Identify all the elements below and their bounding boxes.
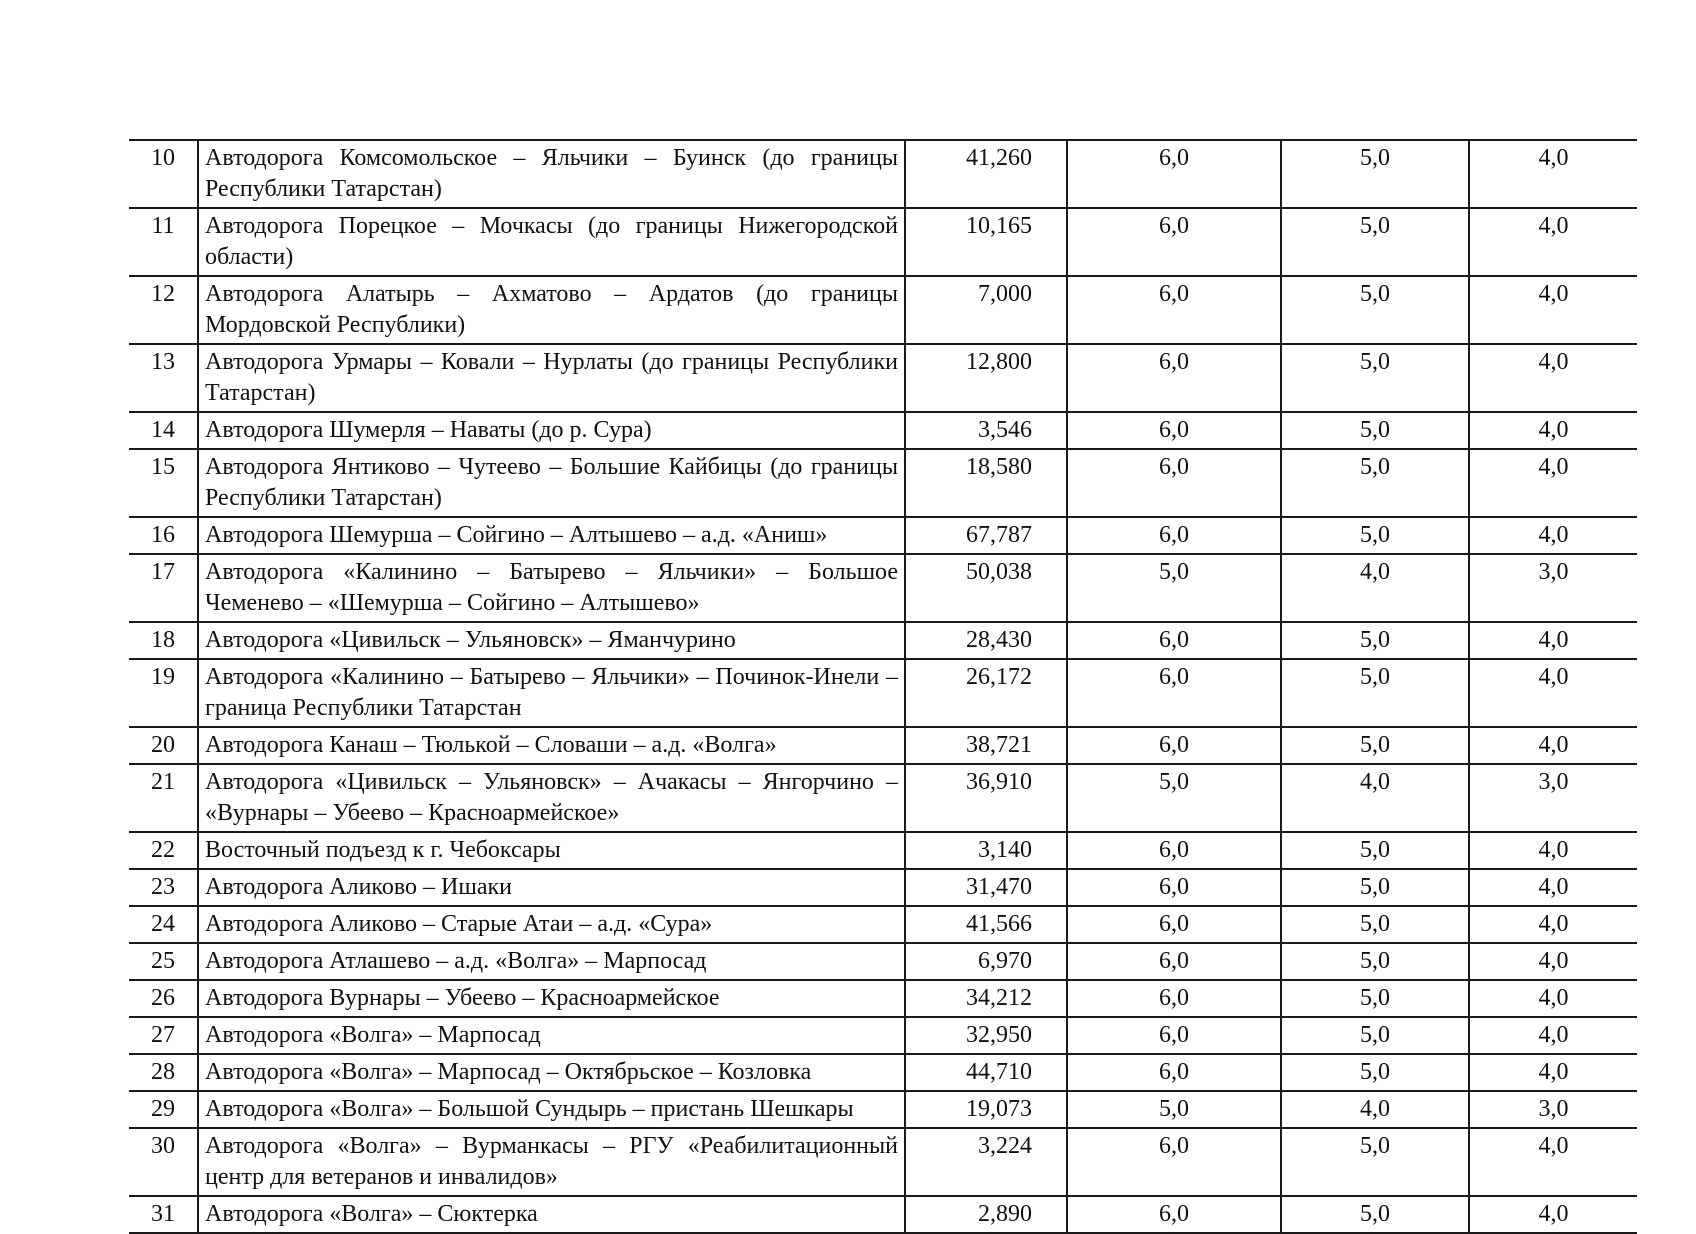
value-col-1: 6,0 [1067, 344, 1281, 412]
row-number: 19 [129, 659, 198, 727]
value-col-2: 5,0 [1281, 727, 1469, 764]
value-col-1: 6,0 [1067, 832, 1281, 869]
row-number: 10 [129, 140, 198, 208]
table-row [129, 1054, 1637, 1091]
value-col-3: 4,0 [1469, 1128, 1637, 1196]
table-row [129, 449, 1637, 517]
table-row [129, 344, 1637, 412]
row-number: 14 [129, 412, 198, 449]
road-name: Автодорога «Калинино – Батырево – Яльчики» – Починок-Инели – граница Республики Татарстан [198, 659, 905, 727]
road-name: Автодорога «Волга» – Большой Сундырь – пристань Шешкары [198, 1091, 905, 1128]
row-number: 20 [129, 727, 198, 764]
value-col-2: 4,0 [1281, 554, 1469, 622]
road-length: 3,140 [905, 832, 1067, 869]
row-number: 18 [129, 622, 198, 659]
row-number: 29 [129, 1091, 198, 1128]
value-col-3: 4,0 [1469, 276, 1637, 344]
road-length: 50,038 [905, 554, 1067, 622]
road-length: 28,430 [905, 622, 1067, 659]
value-col-1: 6,0 [1067, 1054, 1281, 1091]
value-col-3: 4,0 [1469, 208, 1637, 276]
value-col-3: 3,0 [1469, 764, 1637, 832]
road-length: 36,910 [905, 764, 1067, 832]
road-name: Автодорога Шемурша – Сойгино – Алтышево – а.д. «Аниш» [198, 517, 905, 554]
table-row [129, 554, 1637, 622]
road-name: Автодорога Аликово – Ишаки [198, 869, 905, 906]
road-length: 18,580 [905, 449, 1067, 517]
value-col-3: 4,0 [1469, 727, 1637, 764]
value-col-3: 4,0 [1469, 980, 1637, 1017]
table-row [129, 517, 1637, 554]
value-col-1: 6,0 [1067, 1128, 1281, 1196]
row-number: 13 [129, 344, 198, 412]
value-col-3: 4,0 [1469, 832, 1637, 869]
table-row [129, 1091, 1637, 1128]
table-row [129, 659, 1637, 727]
road-name: Автодорога Вурнары – Убеево – Красноармейское [198, 980, 905, 1017]
row-number: 12 [129, 276, 198, 344]
value-col-2: 5,0 [1281, 412, 1469, 449]
road-name: Автодорога Аликово – Старые Атаи – а.д. «Сура» [198, 906, 905, 943]
row-number: 30 [129, 1128, 198, 1196]
value-col-1: 6,0 [1067, 659, 1281, 727]
value-col-2: 5,0 [1281, 906, 1469, 943]
road-name: Автодорога Алатырь – Ахматово – Ардатов (до границы Мордовской Республики) [198, 276, 905, 344]
road-length: 41,566 [905, 906, 1067, 943]
road-length: 12,800 [905, 344, 1067, 412]
row-number: 21 [129, 764, 198, 832]
row-number: 31 [129, 1196, 198, 1233]
road-name: Автодорога Янтиково – Чутеево – Большие Кайбицы (до границы Республики Татарстан) [198, 449, 905, 517]
road-name: Автодорога Комсомольское – Яльчики – Буинск (до границы Республики Татарстан) [198, 140, 905, 208]
value-col-1: 5,0 [1067, 764, 1281, 832]
road-name: Автодорога Порецкое – Мочкасы (до границы Нижегородской области) [198, 208, 905, 276]
road-name: Автодорога Канаш – Тюлькой – Словаши – а.д. «Волга» [198, 727, 905, 764]
value-col-3: 4,0 [1469, 1017, 1637, 1054]
value-col-2: 5,0 [1281, 276, 1469, 344]
road-name: Автодорога «Волга» – Вурманкасы – РГУ «Реабилитационный центр для ветеранов и инвалидов» [198, 1128, 905, 1196]
value-col-1: 6,0 [1067, 980, 1281, 1017]
table-row [129, 869, 1637, 906]
table-row [129, 764, 1637, 832]
value-col-3: 3,0 [1469, 1091, 1637, 1128]
table-row [129, 943, 1637, 980]
table-row [129, 727, 1637, 764]
road-name: Автодорога «Калинино – Батырево – Яльчики» – Большое Чеменево – «Шемурша – Сойгино – Алтышево» [198, 554, 905, 622]
value-col-2: 5,0 [1281, 832, 1469, 869]
value-col-2: 5,0 [1281, 1128, 1469, 1196]
road-name: Автодорога «Волга» – Марпосад [198, 1017, 905, 1054]
value-col-3: 4,0 [1469, 449, 1637, 517]
value-col-3: 4,0 [1469, 1196, 1637, 1233]
value-col-2: 5,0 [1281, 1017, 1469, 1054]
row-number: 11 [129, 208, 198, 276]
table-row [129, 980, 1637, 1017]
road-length: 44,710 [905, 1054, 1067, 1091]
table-row [129, 1017, 1637, 1054]
value-col-2: 5,0 [1281, 869, 1469, 906]
road-length: 3,546 [905, 412, 1067, 449]
value-col-1: 6,0 [1067, 1017, 1281, 1054]
value-col-2: 5,0 [1281, 622, 1469, 659]
road-length: 19,073 [905, 1091, 1067, 1128]
value-col-1: 6,0 [1067, 906, 1281, 943]
roads-table [129, 139, 1637, 1234]
value-col-2: 5,0 [1281, 517, 1469, 554]
road-length: 6,970 [905, 943, 1067, 980]
row-number: 28 [129, 1054, 198, 1091]
road-length: 2,890 [905, 1196, 1067, 1233]
value-col-2: 5,0 [1281, 1054, 1469, 1091]
road-length: 38,721 [905, 727, 1067, 764]
value-col-1: 5,0 [1067, 554, 1281, 622]
value-col-3: 4,0 [1469, 906, 1637, 943]
roads-table-body [129, 140, 1637, 1233]
road-name: Автодорога Шумерля – Наваты (до р. Сура) [198, 412, 905, 449]
table-row [129, 412, 1637, 449]
value-col-2: 5,0 [1281, 1196, 1469, 1233]
road-name: Автодорога Атлашево – а.д. «Волга» – Марпосад [198, 943, 905, 980]
value-col-1: 6,0 [1067, 1196, 1281, 1233]
value-col-1: 6,0 [1067, 943, 1281, 980]
road-name: Автодорога «Цивильск – Ульяновск» – Ачакасы – Янгорчино – «Вурнары – Убеево – Красноармейское» [198, 764, 905, 832]
value-col-2: 5,0 [1281, 659, 1469, 727]
value-col-3: 3,0 [1469, 554, 1637, 622]
value-col-2: 5,0 [1281, 208, 1469, 276]
road-name: Автодорога «Цивильск – Ульяновск» – Яманчурино [198, 622, 905, 659]
road-length: 7,000 [905, 276, 1067, 344]
value-col-2: 4,0 [1281, 1091, 1469, 1128]
value-col-2: 5,0 [1281, 449, 1469, 517]
value-col-3: 4,0 [1469, 943, 1637, 980]
road-length: 67,787 [905, 517, 1067, 554]
value-col-1: 6,0 [1067, 869, 1281, 906]
row-number: 25 [129, 943, 198, 980]
road-name: Восточный подъезд к г. Чебоксары [198, 832, 905, 869]
value-col-1: 6,0 [1067, 140, 1281, 208]
value-col-3: 4,0 [1469, 412, 1637, 449]
row-number: 16 [129, 517, 198, 554]
value-col-1: 5,0 [1067, 1091, 1281, 1128]
value-col-1: 6,0 [1067, 412, 1281, 449]
row-number: 24 [129, 906, 198, 943]
row-number: 22 [129, 832, 198, 869]
row-number: 23 [129, 869, 198, 906]
value-col-3: 4,0 [1469, 344, 1637, 412]
road-name: Автодорога «Волга» – Сюктерка [198, 1196, 905, 1233]
road-length: 31,470 [905, 869, 1067, 906]
road-name: Автодорога Урмары – Ковали – Нурлаты (до границы Республики Татарстан) [198, 344, 905, 412]
value-col-3: 4,0 [1469, 517, 1637, 554]
value-col-3: 4,0 [1469, 869, 1637, 906]
table-row [129, 1196, 1637, 1233]
value-col-1: 6,0 [1067, 622, 1281, 659]
row-number: 27 [129, 1017, 198, 1054]
value-col-2: 4,0 [1281, 764, 1469, 832]
table-row [129, 906, 1637, 943]
row-number: 15 [129, 449, 198, 517]
table-row [129, 276, 1637, 344]
value-col-3: 4,0 [1469, 140, 1637, 208]
value-col-2: 5,0 [1281, 943, 1469, 980]
value-col-3: 4,0 [1469, 659, 1637, 727]
table-row [129, 622, 1637, 659]
row-number: 26 [129, 980, 198, 1017]
value-col-1: 6,0 [1067, 727, 1281, 764]
value-col-2: 5,0 [1281, 140, 1469, 208]
table-row [129, 140, 1637, 208]
value-col-1: 6,0 [1067, 449, 1281, 517]
table-row [129, 832, 1637, 869]
road-length: 26,172 [905, 659, 1067, 727]
value-col-1: 6,0 [1067, 208, 1281, 276]
value-col-1: 6,0 [1067, 517, 1281, 554]
table-row [129, 208, 1637, 276]
road-name: Автодорога «Волга» – Марпосад – Октябрьское – Козловка [198, 1054, 905, 1091]
value-col-1: 6,0 [1067, 276, 1281, 344]
value-col-3: 4,0 [1469, 1054, 1637, 1091]
value-col-2: 5,0 [1281, 344, 1469, 412]
table-row [129, 1128, 1637, 1196]
road-length: 3,224 [905, 1128, 1067, 1196]
road-length: 32,950 [905, 1017, 1067, 1054]
row-number: 17 [129, 554, 198, 622]
road-length: 41,260 [905, 140, 1067, 208]
road-length: 34,212 [905, 980, 1067, 1017]
road-length: 10,165 [905, 208, 1067, 276]
value-col-3: 4,0 [1469, 622, 1637, 659]
value-col-2: 5,0 [1281, 980, 1469, 1017]
